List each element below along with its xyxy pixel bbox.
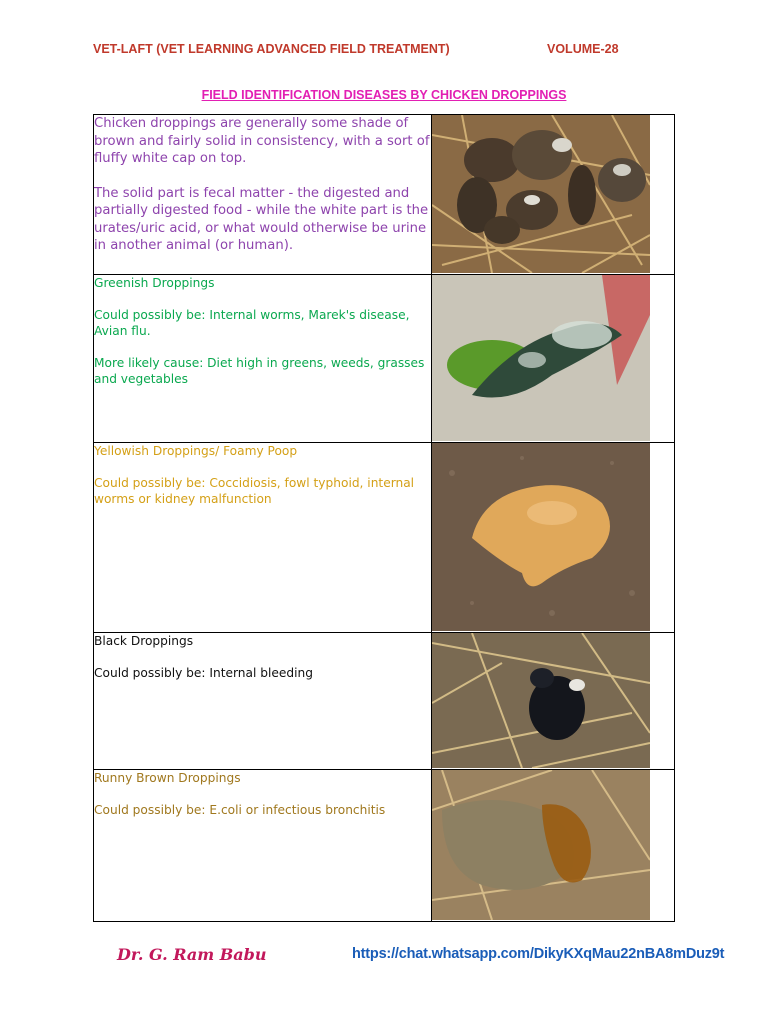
possible-causes: Could possibly be: Internal worms, Marek's disease, Avian flu. xyxy=(94,308,410,338)
author-name: Dr. G. Ram Babu xyxy=(117,945,267,964)
possible-causes: Could possibly be: Coccidiosis, fowl typhoid, internal worms or kidney malfunction xyxy=(94,476,415,506)
yellowish-droppings-photo xyxy=(432,443,650,631)
table-row xyxy=(94,275,675,443)
yellowish-text-cell xyxy=(94,443,432,633)
black-text-cell xyxy=(94,633,432,770)
page-title: FIELD IDENTIFICATION DISEASES BY CHICKEN DROPPINGS xyxy=(201,88,567,102)
intro-paragraph: The solid part is fecal matter - the digested and partially digested food - while the white part is the urates/uric acid, or what would otherwise be urine in another animal (or human). xyxy=(94,185,429,253)
possible-causes: Could possibly be: E.coli or infectious bronchitis xyxy=(94,803,386,817)
runny-brown-droppings-image-cell xyxy=(432,770,675,922)
whatsapp-group-link[interactable]: https://chat.whatsapp.com/DikyKXqMau22nBA8mDuz9t xyxy=(352,946,725,962)
row-heading: Black Droppings xyxy=(94,634,194,648)
greenish-text-cell xyxy=(94,275,432,443)
document-header-title: VET-LAFT (VET LEARNING ADVANCED FIELD TREATMENT) xyxy=(93,42,450,56)
row-heading: Yellowish Droppings/ Foamy Poop xyxy=(94,444,298,458)
greenish-droppings-image-cell xyxy=(432,275,675,443)
yellowish-droppings-image-cell xyxy=(432,443,675,633)
likely-cause: More likely cause: Diet high in greens, weeds, grasses and vegetables xyxy=(94,356,425,386)
intro-paragraph: Chicken droppings are generally some shade of brown and fairly solid in consistency, with a sort of fluffy white cap on top. xyxy=(94,116,430,166)
intro-text-cell xyxy=(94,115,432,275)
greenish-droppings-photo xyxy=(432,275,650,441)
table-row xyxy=(94,115,675,275)
normal-droppings-photo xyxy=(432,115,650,273)
table-row xyxy=(94,633,675,770)
volume-label: VOLUME-28 xyxy=(547,42,619,56)
table-row xyxy=(94,443,675,633)
row-heading: Greenish Droppings xyxy=(94,276,215,290)
possible-causes: Could possibly be: Internal bleeding xyxy=(94,666,313,680)
table-row xyxy=(94,770,675,922)
droppings-table xyxy=(93,114,675,922)
normal-droppings-image-cell xyxy=(432,115,675,275)
black-droppings-photo xyxy=(432,633,650,768)
runny-brown-droppings-photo xyxy=(432,770,650,920)
row-heading: Runny Brown Droppings xyxy=(94,771,241,785)
black-droppings-image-cell xyxy=(432,633,675,770)
runny-brown-text-cell xyxy=(94,770,432,922)
